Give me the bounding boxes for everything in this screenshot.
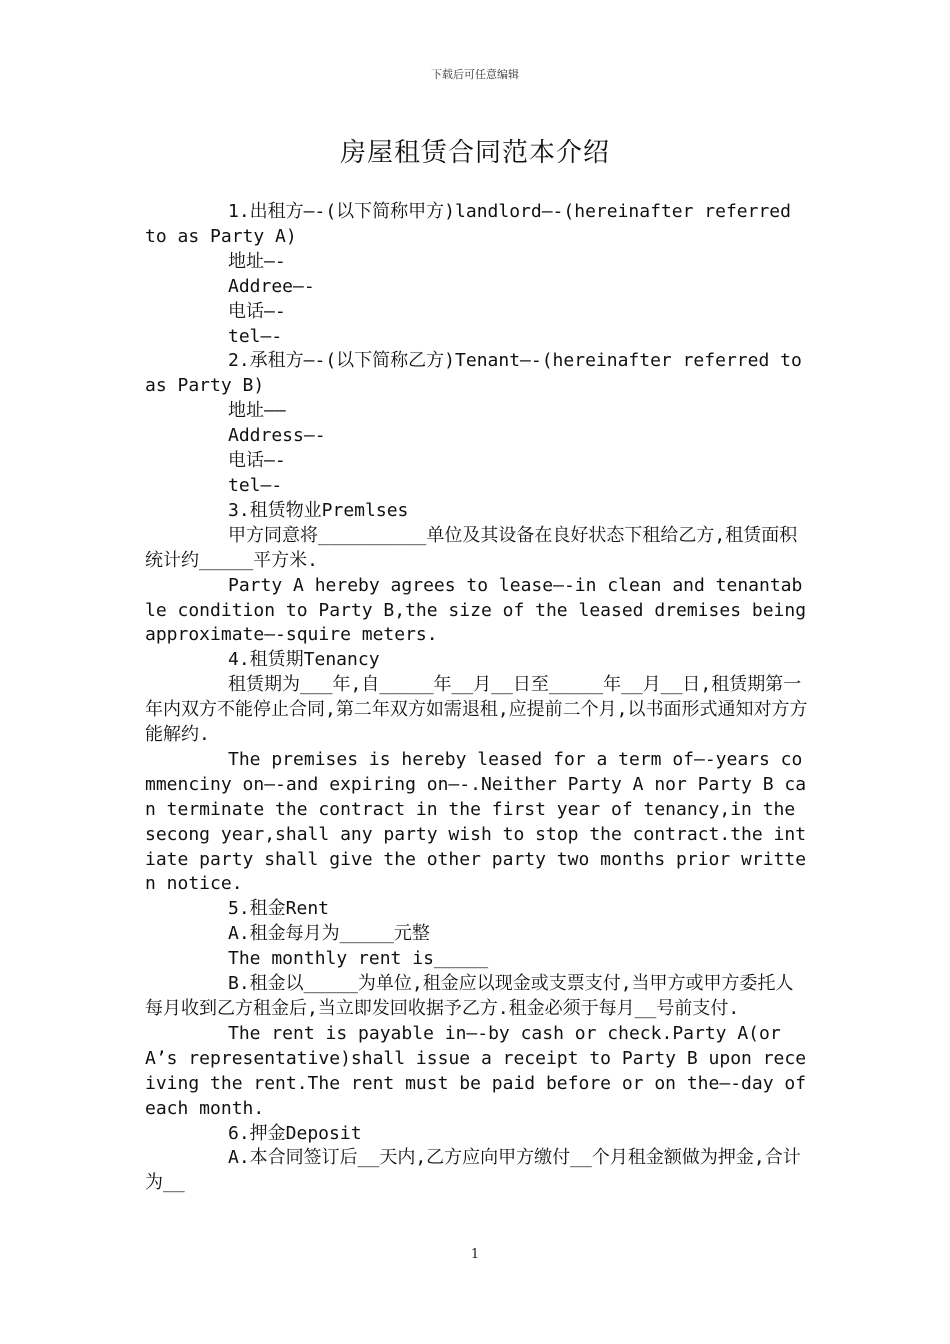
paragraph-s6-heading: 6.押金Deposit [228, 1122, 362, 1144]
paragraph-s4-heading: 4.租赁期Tenancy [228, 649, 380, 671]
paragraph-s1-phone-cn: 电话—- [228, 300, 286, 322]
paragraph-s1-heading: 1.出租方—-(以下简称甲方)landlord—-(hereinafter referred to as Party A) [145, 201, 802, 247]
paragraph-s3-heading: 3.租赁物业Premlses [228, 499, 409, 521]
paragraph-s2-heading: 2.承租方—-(以下简称乙方)Tenant—-(hereinafter referred to as Party B) [145, 350, 813, 397]
paragraph-s2-address-en: Address—- [228, 425, 326, 447]
header-note: 下载后可任意编辑 [431, 68, 519, 81]
paragraph-s5-heading: 5.租金Rent [228, 898, 330, 920]
contract-body [145, 200, 817, 1196]
paragraph-s2-phone-en: tel—- [228, 474, 283, 496]
paragraph-s3-cn: 甲方同意将__________单位及其设备在良好状态下租给乙方,租赁面积统计约_____平方米. [145, 524, 798, 571]
paragraph-s5a-en: The monthly rent is_____ [228, 948, 489, 970]
paragraph-s2-address-cn: 地址—— [228, 400, 286, 422]
paragraph-s3-en: Party A hereby agrees to lease—-in clean and tenantable condition to Party B,the size of the leased dremises being approximate—-squire meters. [145, 574, 817, 646]
paragraph-s4-cn: 租赁期为___年,自_____年__月__日至_____年__月__日,租赁期第一年内双方不能停止合同,第二年双方如需退租,应提前二个月,以书面形式通知对方方能解约. [145, 674, 808, 746]
paragraph-s1-address-cn: 地址—- [228, 250, 286, 272]
paragraph-s5a-cn: A.租金每月为_____元整 [228, 923, 430, 945]
paragraph-s5b-en: The rent is payable in—-by cash or check.Party A(or A’s representative)shall issue a receipt to Party B upon receiving the rent.The rent must be paid before or on the—-day of each month. [145, 1022, 817, 1119]
paragraph-s4-en: The premises is hereby leased for a term of—-years commenciny on—-and expiring on—-.Neither Party A nor Party B can terminate the contract in the first year of tenancy,in the secong year,shall any party wish to stop the contract.the intiate party shall give the other party two months prior written notice. [145, 748, 807, 895]
paragraph-s1-phone-en: tel—- [228, 325, 283, 347]
paragraph-s2-phone-cn: 电话—- [228, 450, 286, 472]
page-number: 1 [470, 1247, 480, 1262]
paragraph-s1-address-en: Addree—- [228, 275, 315, 297]
paragraph-s6a-cn: A.本合同签订后__天内,乙方应向甲方缴付__个月租金额做为押金,合计为__ [145, 1147, 801, 1194]
paragraph-s5b-cn: B.租金以_____为单位,租金应以现金或支票支付,当甲方或甲方委托人每月收到乙方租金后,当立即发回收据予乙方.租金必须于每月__号前支付. [145, 973, 794, 1019]
document-title: 房屋租赁合同范本介绍 [339, 138, 610, 168]
